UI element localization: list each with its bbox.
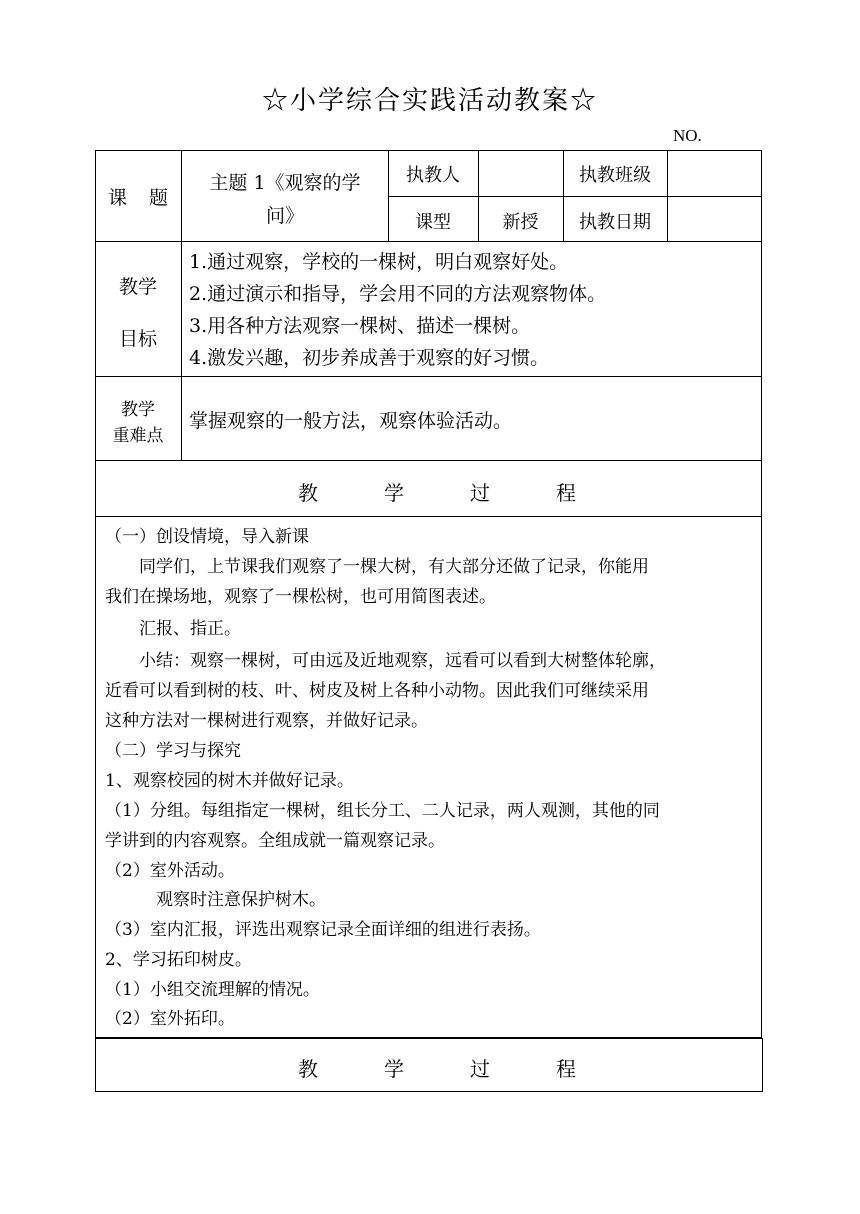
process-line: 1、观察校园的树木并做好记录。	[105, 771, 354, 791]
key-points-label-line1: 教学	[121, 400, 155, 420]
process-line: 我们在操场地，观察了一棵松树，也可用简图表述。	[105, 587, 496, 607]
process-line: （3）室内汇报，评选出观察记录全面详细的组进行表扬。	[105, 920, 541, 940]
topic-label: 课 题	[108, 187, 177, 209]
document-number: NO.	[673, 126, 702, 145]
process-line: （2）室外拓印。	[105, 1009, 235, 1029]
process-line: （1）小组交流理解的情况。	[105, 980, 320, 1000]
process-line: 汇报、指正。	[105, 619, 241, 639]
process-body	[105, 522, 755, 1032]
goal-item: 4.激发兴趣，初步养成善于观察的好习惯。	[189, 347, 550, 369]
teacher-label: 执教人	[406, 165, 460, 186]
process-header-2	[298, 1053, 576, 1082]
process-line: 同学们，上节课我们观察了一棵大树，有大部分还做了记录，你能用	[105, 557, 649, 577]
goal-item: 2.通过演示和指导，学会用不同的方法观察物体。	[189, 283, 607, 305]
process-header-char: 过	[470, 1057, 490, 1081]
process-line: （1）分组。每组指定一棵树，组长分工、二人记录，两人观测，其他的同	[105, 801, 660, 821]
key-points-value: 掌握观察的一般方法，观察体验活动。	[189, 410, 513, 432]
process-line: 这种方法对一棵树进行观察，并做好记录。	[105, 711, 428, 731]
process-header-char: 教	[298, 1057, 318, 1081]
goal-item: 3.用各种方法观察一棵树、描述一棵树。	[189, 315, 531, 337]
topic-value-line1: 主题 1《观察的学	[209, 172, 361, 194]
process-line: 近看可以看到树的枝、叶、树皮及树上各种小动物。因此我们可继续采用	[105, 681, 649, 701]
process-header-char: 教	[298, 481, 318, 505]
topic-value-line2: 问》	[265, 205, 304, 227]
date-label: 执教日期	[579, 212, 651, 233]
class-label: 执教班级	[579, 165, 651, 186]
process-line: （一）创设情境，导入新课	[105, 527, 309, 547]
document-title: ☆小学综合实践活动教案☆	[261, 86, 598, 116]
goal-item: 1.通过观察，学校的一棵树，明白观察好处。	[189, 251, 569, 273]
process-header-char: 程	[556, 1057, 576, 1081]
key-points-label-line2: 重难点	[112, 426, 164, 446]
process-line: 观察时注意保护树木。	[105, 890, 326, 910]
process-header	[298, 477, 576, 506]
type-label: 课型	[415, 212, 451, 233]
process-line: （二）学习与探究	[105, 741, 241, 761]
process-header-char: 学	[384, 481, 404, 505]
process-line: 学讲到的内容观察。全组成就一篇观察记录。	[105, 831, 445, 851]
process-header-char: 过	[470, 481, 490, 505]
process-header-char: 程	[556, 481, 576, 505]
goals-label-line2: 目标	[118, 328, 157, 350]
process-line: 小结：观察一棵树，可由远及近地观察，远看可以看到大树整体轮廓，	[105, 651, 666, 671]
process-line: （2）室外活动。	[105, 861, 235, 881]
process-header-char: 学	[384, 1057, 404, 1081]
type-value: 新授	[502, 212, 539, 233]
goals-label-line1: 教学	[118, 276, 157, 298]
process-line: 2、学习拓印树皮。	[105, 950, 252, 970]
